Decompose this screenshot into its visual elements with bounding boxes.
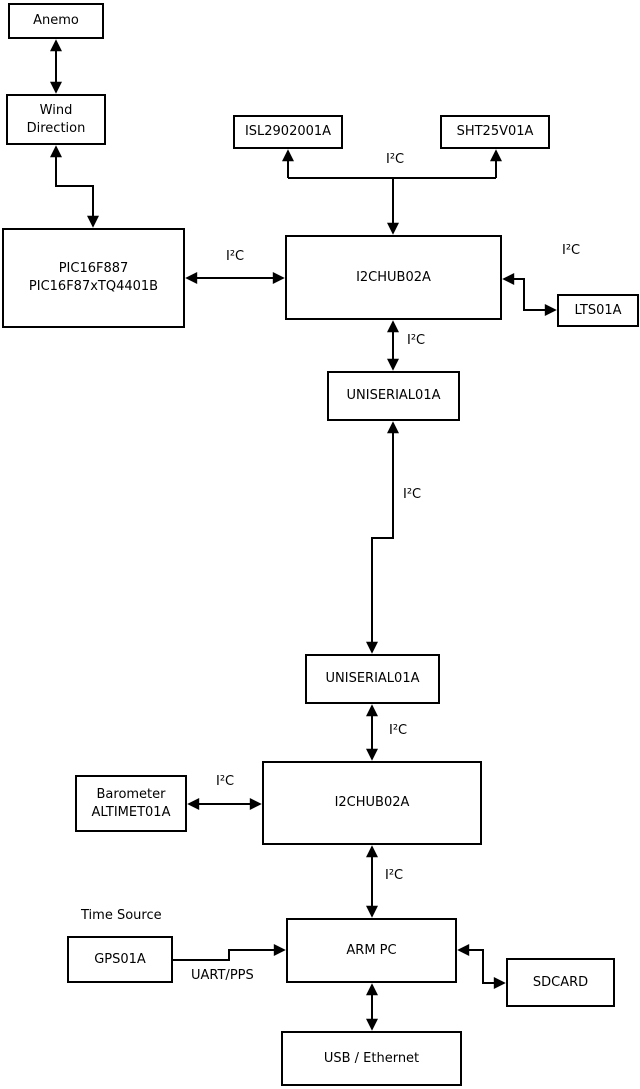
edge-label-i2c-hub-serial: I²C [407, 333, 426, 348]
edge-gps-armpc [173, 950, 284, 960]
node-i2chub02a-top [285, 235, 502, 320]
node-arm-pc-label: ARM PC [346, 942, 397, 958]
node-uniserial01a-bottom [305, 654, 440, 704]
node-i2chub02a-bottom [262, 761, 482, 845]
node-usb-ethernet-label: USB / Ethernet [323, 1050, 420, 1066]
node-barometer-label-line2: ALTIMET01A [91, 804, 171, 820]
node-uniserial01a-bottom-label: UNISERIAL01A [325, 671, 420, 687]
edge-label-i2c-sensors: I²C [386, 152, 405, 167]
node-gps01a-label: GPS01A [94, 951, 146, 967]
node-wind-direction [6, 94, 106, 145]
edge-label-i2c-pic: I²C [226, 249, 245, 264]
node-barometer-altimet01a [75, 775, 187, 832]
node-isl2902001a-label: ISL2902001A [244, 124, 332, 140]
edge-i2chub-top-lts [504, 279, 555, 310]
edge-label-time-source: Time Source [81, 908, 162, 923]
node-anemo-label: Anemo [33, 13, 79, 29]
node-wind-direction-label-line1: Wind [39, 102, 73, 118]
edge-label-i2c-serial-link: I²C [403, 487, 422, 502]
node-isl2902001a [233, 115, 343, 149]
edge-label-i2c-hub2-arm: I²C [385, 868, 404, 883]
edge-uniserial-top-uniserial-bottom [372, 423, 393, 652]
node-sdcard-label: SDCARD [532, 974, 589, 990]
node-uniserial01a-top-label: UNISERIAL01A [346, 388, 441, 404]
edge-label-i2c-serial-hub2: I²C [389, 723, 408, 738]
node-lts01a-label: LTS01A [574, 302, 622, 318]
node-sht25v01a [440, 115, 550, 149]
node-arm-pc [286, 918, 457, 983]
node-pic16f887-label-line2: PIC16F87xTQ4401B [28, 279, 159, 294]
edge-label-i2c-barometer: I²C [216, 774, 235, 789]
node-sht25v01a-label: SHT25V01A [456, 124, 534, 140]
node-uniserial01a-top [327, 371, 460, 421]
node-anemo [8, 3, 104, 39]
edge-label-i2c-lts: I²C [562, 243, 581, 258]
edge-winddirection-pic [56, 147, 93, 226]
edge-label-uart-pps: UART/PPS [191, 968, 254, 983]
node-wind-direction-label-line2: Direction [26, 120, 86, 136]
node-i2chub02a-top-label: I2CHUB02A [356, 269, 431, 285]
node-usb-ethernet [281, 1031, 462, 1086]
node-lts01a [557, 294, 639, 327]
node-gps01a [67, 936, 173, 983]
node-pic16f887 [2, 228, 185, 328]
node-i2chub02a-bottom-label: I2CHUB02A [334, 795, 410, 811]
edge-armpc-sdcard [459, 950, 504, 983]
node-barometer-label-line1: Barometer [96, 786, 166, 802]
node-pic16f887-label-line1: PIC16F887 [58, 261, 129, 277]
node-sdcard [506, 958, 615, 1007]
